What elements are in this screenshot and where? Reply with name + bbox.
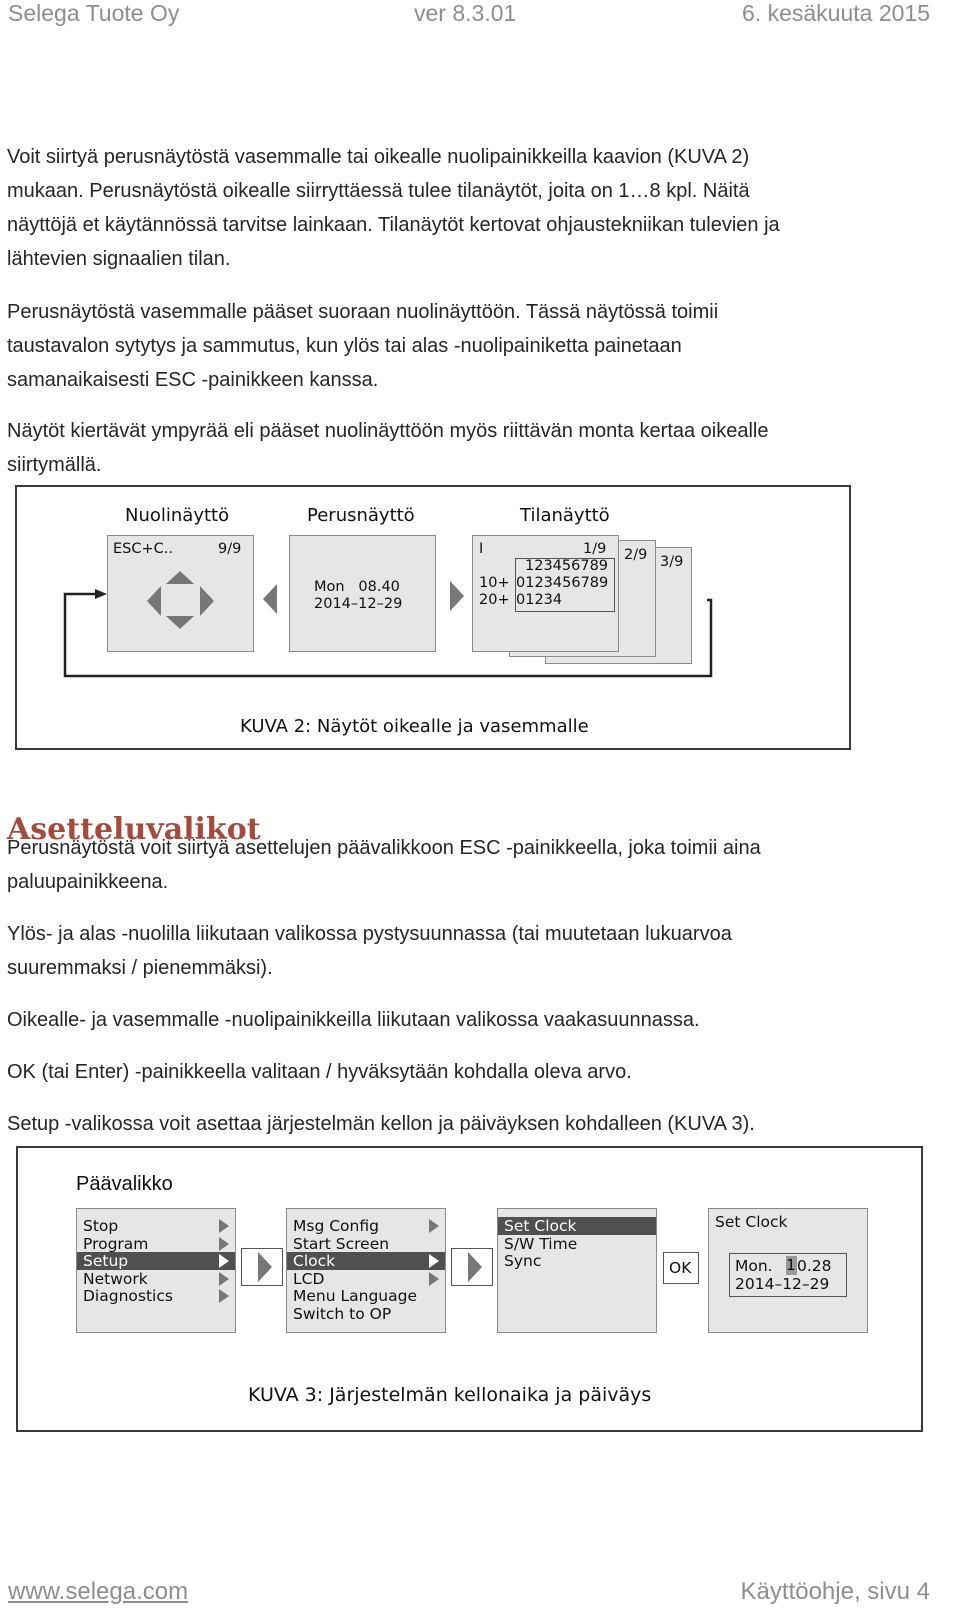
set-clock-date: 2014–12–29 <box>735 1275 830 1293</box>
figure-3-title: Päävalikko <box>76 1173 173 1195</box>
section-title: Asetteluvalikot <box>7 812 261 847</box>
set-clock-title: Set Clock <box>715 1213 788 1231</box>
main-menu-item-label: Setup <box>83 1252 129 1271</box>
arrow-right-button-frame <box>241 1248 283 1286</box>
arrow-screen-page: 9/9 <box>218 541 242 557</box>
setup-menu-item <box>287 1235 445 1253</box>
basic-screen-time: Mon 08.40 <box>314 579 400 595</box>
main-menu-item <box>77 1270 235 1288</box>
set-clock-day: Mon. <box>735 1257 773 1275</box>
clock-menu-item-label: Set Clock <box>504 1217 577 1235</box>
setup-menu-item <box>287 1252 445 1270</box>
setup-menu-item-label: Switch to OP <box>293 1305 392 1323</box>
submenu-arrow-icon <box>429 1254 439 1268</box>
figure-3 <box>16 1146 923 1432</box>
paragraph-setup: Setup -valikossa voit asettaa järjestelmän kellon ja päiväyksen kohdalleen (KUVA 3). <box>7 1113 755 1135</box>
main-menu-item-label: Diagnostics <box>83 1287 173 1306</box>
label-arrow-screen: Nuolinäyttö <box>125 505 230 526</box>
main-menu-item-label: Stop <box>83 1217 119 1235</box>
main-menu-item <box>77 1287 235 1305</box>
label-status-screen: Tilanäyttö <box>520 505 610 526</box>
ok-button <box>663 1252 699 1284</box>
status-screen-row2-label: 20+ <box>479 592 510 608</box>
paragraph-status-screens: Voit siirtyä perusnäytöstä vasemmalle tai oikealle nuolipainikkeilla kaavion (KUVA 2) mukaan. Perusnäytöstä oikealle siirryttäessä tulee tilanäytöt, joita on 1…8 kpl. Näitä näyttöjä et käytännössä tarvitse lainkaan. Tilanäytöt kertovat ohjaustekniikan tulevien ja lähtevien signaalien tilan. <box>7 146 780 270</box>
paragraph-arrow-screen: Perusnäytöstä vasemmalle pääset suoraan nuolinäyttöön. Tässä näytössä toimii taustavalon sytytys ja sammutus, kun ylös tai alas -nuolipainiketta painetaan samanaikaisesti ESC -painikkeen kanssa. <box>7 301 719 391</box>
arrow-right-button-frame <box>451 1248 493 1286</box>
main-menu-screen <box>76 1208 236 1333</box>
setup-menu-item-label: Clock <box>293 1252 336 1271</box>
status-screen-row1-label: 10+ <box>479 575 510 591</box>
status-screen-3-page: 3/9 <box>660 554 684 570</box>
setup-menu-item <box>287 1270 445 1288</box>
ok-button-label: OK <box>669 1259 692 1277</box>
set-clock-screen <box>708 1208 868 1333</box>
submenu-arrow-icon <box>219 1219 229 1233</box>
submenu-arrow-icon <box>219 1289 229 1303</box>
set-clock-cursor: 1 <box>786 1256 796 1274</box>
figure-2 <box>15 485 851 750</box>
submenu-arrow-icon <box>219 1237 229 1251</box>
set-clock-time: 0.28 <box>797 1257 832 1275</box>
submenu-arrow-icon <box>429 1272 439 1286</box>
main-menu-item-label: Program <box>83 1234 149 1253</box>
status-screen-row2-value: 01234 <box>516 592 563 608</box>
setup-menu-item-label: Menu Language <box>293 1287 417 1306</box>
set-clock-field <box>729 1253 847 1297</box>
header-date: 6. kesäkuuta 2015 <box>742 0 930 26</box>
status-screen-row1-value: 0123456789 <box>516 575 609 591</box>
paragraph-ok: OK (tai Enter) -painikkeella valitaan / hyväksytään kohdalla oleva arvo. <box>7 1061 632 1083</box>
setup-menu-item <box>287 1217 445 1235</box>
clock-menu-item-label: S/W Time <box>504 1234 578 1253</box>
figure-2-caption: KUVA 2: Näytöt oikealle ja vasemmalle <box>240 716 589 737</box>
paragraph-cycle: Näytöt kiertävät ympyrää eli pääset nuolinäyttöön myös riittävän monta kertaa oikealle siirtymällä. <box>7 420 769 476</box>
label-basic-screen: Perusnäyttö <box>307 505 415 526</box>
clock-menu-item <box>498 1217 656 1235</box>
main-menu-item-label: Network <box>83 1269 148 1288</box>
setup-menu-item-label: Msg Config <box>293 1217 379 1235</box>
setup-menu-screen <box>286 1208 446 1333</box>
paragraph-left-right: Oikealle- ja vasemmalle -nuolipainikkeilla liikutaan valikossa vaakasuunnassa. <box>7 1009 700 1031</box>
setup-menu-item <box>287 1305 445 1323</box>
setup-menu-item <box>287 1287 445 1305</box>
figure-3-caption: KUVA 3: Järjestelmän kellonaika ja päiväys <box>248 1384 652 1406</box>
status-screen-row0: 123456789 <box>525 558 609 574</box>
setup-menu-item-label: LCD <box>293 1269 325 1288</box>
main-menu-item <box>77 1217 235 1235</box>
header-version: ver 8.3.01 <box>414 0 517 26</box>
header-company: Selega Tuote Oy <box>8 0 180 26</box>
footer-website <box>8 1578 188 1606</box>
clock-menu-item <box>498 1252 656 1270</box>
paragraph-up-down: Ylös- ja alas -nuolilla liikutaan valikossa pystysuunnassa (tai muutetaan lukuarvoa suuremmaksi / pienemmäksi). <box>7 923 732 979</box>
status-screen-page: 1/9 <box>583 541 607 557</box>
submenu-arrow-icon <box>219 1254 229 1268</box>
main-menu-item <box>77 1235 235 1253</box>
clock-menu-item-label: Sync <box>504 1252 542 1271</box>
main-menu-item <box>77 1252 235 1270</box>
clock-menu-item <box>498 1235 656 1253</box>
arrow-screen-left-text: ESC+C.. <box>113 541 173 557</box>
submenu-arrow-icon <box>219 1272 229 1286</box>
status-screen-2-page: 2/9 <box>624 547 648 563</box>
website-link[interactable]: www.selega.com <box>8 1578 189 1605</box>
clock-menu-screen <box>497 1208 657 1333</box>
status-screen-corner: I <box>479 541 484 557</box>
footer-page-label: Käyttöohje, sivu 4 <box>740 1578 930 1605</box>
basic-screen-date: 2014–12–29 <box>314 596 403 612</box>
cycle-arrow-line <box>17 487 849 748</box>
setup-menu-item-label: Start Screen <box>293 1234 390 1253</box>
submenu-arrow-icon <box>429 1219 439 1233</box>
paragraph-main-menu: Perusnäytöstä voit siirtyä asettelujen päävalikkoon ESC -painikkeella, joka toimii aina paluupainikkeena. <box>7 837 761 893</box>
